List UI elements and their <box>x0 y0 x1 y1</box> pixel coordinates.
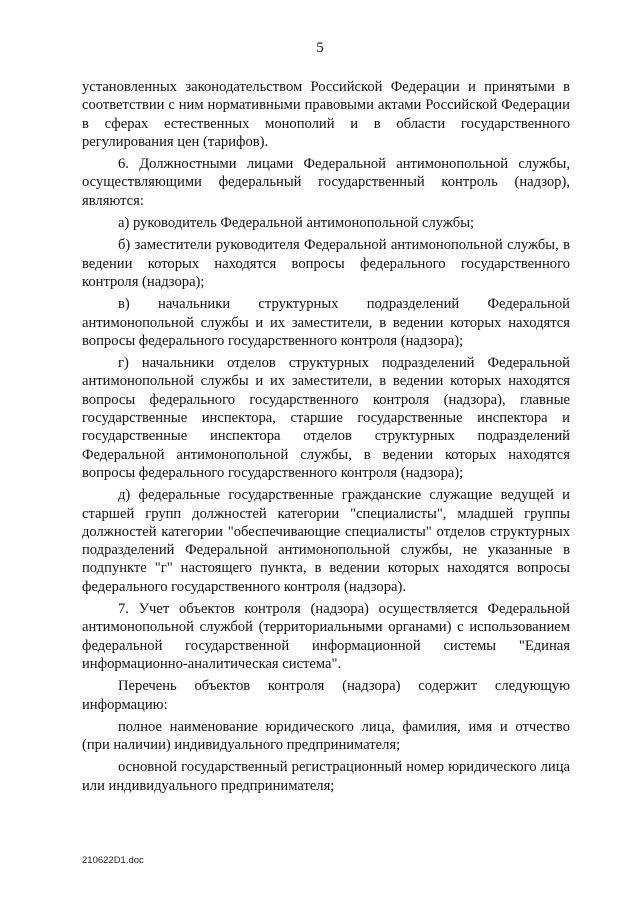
paragraph: основной государственный регистрационный номер юридического лица или индивидуального предпринимателя; <box>82 759 570 794</box>
paragraph: д) федеральные государственные гражданские служащие ведущей и старшей групп должностей категории "специалисты", младшей группы должностей категории "обеспечивающие специалисты" отделов структурных подразделений Федеральной антимонопольной службы, не указанные в подпункте "г" настоящего пункта, в ведении которых находятся вопросы федерального государственного контроля (надзора). <box>82 487 570 595</box>
document-body <box>82 78 570 795</box>
file-name-footer: 210622D1.doc <box>82 855 144 866</box>
paragraph: 6. Должностными лицами Федеральной антимонопольной службы, осуществляющими федеральный государственный контроль (надзор), являются: <box>82 156 570 209</box>
paragraph: в) начальники структурных подразделений Федеральной антимонопольной службы и их заместители, в ведении которых находятся вопросы федерального государственного контроля (надзора); <box>82 296 570 349</box>
paragraph: г) начальники отделов структурных подразделений Федеральной антимонопольной службы и их заместители, в ведении которых находятся вопросы федерального государственного контроля (надзора), главные государственные инспектора, старшие государственные инспектора и государственные инспектора отделов структурных подразделений Федеральной антимонопольной службы, в ведении которых находятся вопросы федерального государственного контроля (надзора); <box>82 355 570 481</box>
paragraph: Перечень объектов контроля (надзора) содержит следующую информацию: <box>82 678 570 713</box>
paragraph: а) руководитель Федеральной антимонопольной службы; <box>118 215 475 232</box>
paragraph: установленных законодательством Российской Федерации и принятыми в соответствии с ним нормативными правовыми актами Российской Федерации в сферах естественных монополий и в области государственного регулирования цен (тарифов). <box>82 79 570 150</box>
paragraph: полное наименование юридического лица, фамилия, имя и отчество (при наличии) индивидуального предпринимателя; <box>82 718 570 754</box>
paragraph: б) заместители руководителя Федеральной антимонопольной службы, в ведении которых находятся вопросы федерального государственного контроля (надзора); <box>82 237 570 290</box>
page-number: 5 <box>316 40 324 56</box>
paragraph: 7. Учет объектов контроля (надзора) осуществляется Федеральной антимонопольной службой (территориальными органами) с использованием федеральной государственной информационной системы "Единая информационно-аналитическая система". <box>82 601 570 672</box>
